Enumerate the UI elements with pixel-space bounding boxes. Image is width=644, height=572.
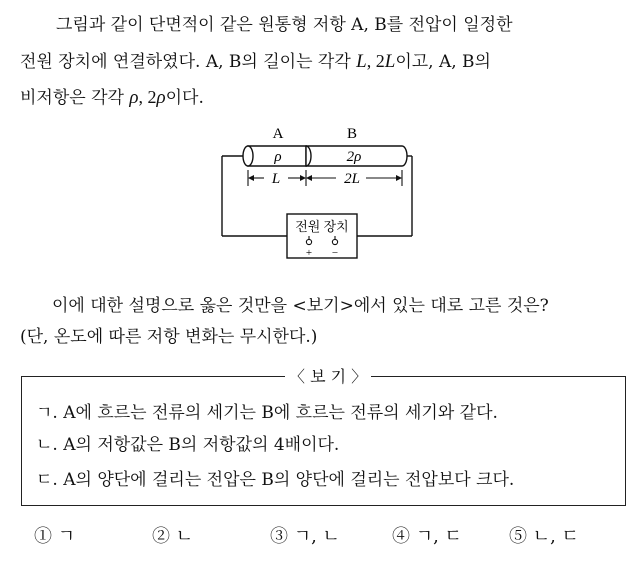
choice-3[interactable]: ③ ㄱ, ㄴ bbox=[270, 526, 340, 547]
label-b: B bbox=[346, 126, 358, 142]
bogi-item-2: ㄴ. A의 저항값은 B의 저항값의 4배이다. bbox=[36, 435, 340, 455]
bogi-item-3: ㄷ. A의 양단에 걸리는 전압은 B의 양단에 걸리는 전압보다 크다. bbox=[36, 470, 515, 490]
intro-line-2: 전원 장치에 연결하였다. A, B의 길이는 각각 L, 2L이고, A, B의 bbox=[20, 51, 491, 72]
choice-5[interactable]: ⑤ ㄴ, ㄷ bbox=[509, 526, 579, 547]
question-line-2: (단, 온도에 따른 저항 변화는 무시한다.) bbox=[20, 327, 318, 347]
choice-4[interactable]: ④ ㄱ, ㄷ bbox=[392, 526, 462, 547]
rho-a-label: ρ bbox=[274, 149, 282, 165]
label-a: A bbox=[272, 126, 284, 142]
power-supply-label: 전원 장치 bbox=[295, 219, 349, 234]
intro-line-1: 그림과 같이 단면적이 같은 원통형 저항 A, B를 전압이 일정한 bbox=[56, 15, 513, 35]
circuit-diagram bbox=[214, 122, 424, 272]
question-line-1: 이에 대한 설명으로 옳은 것만을 <보기>에서 있는 대로 고른 것은? bbox=[52, 296, 549, 316]
rho-b-label: 2ρ bbox=[346, 149, 362, 165]
length-a-label: L bbox=[271, 171, 281, 187]
choice-1[interactable]: ① ㄱ bbox=[34, 526, 76, 547]
intro-line-3: 비저항은 각각 ρ, 2ρ이다. bbox=[20, 87, 204, 108]
minus-terminal: − bbox=[331, 247, 339, 259]
bogi-title: 〈 보 기 〉 bbox=[285, 364, 371, 387]
choice-2[interactable]: ② ㄴ bbox=[152, 526, 194, 547]
length-b-label: 2L bbox=[344, 171, 360, 187]
bogi-item-1: ㄱ. A에 흐르는 전류의 세기는 B에 흐르는 전류의 세기와 같다. bbox=[36, 403, 498, 423]
plus-terminal: + bbox=[305, 247, 313, 259]
